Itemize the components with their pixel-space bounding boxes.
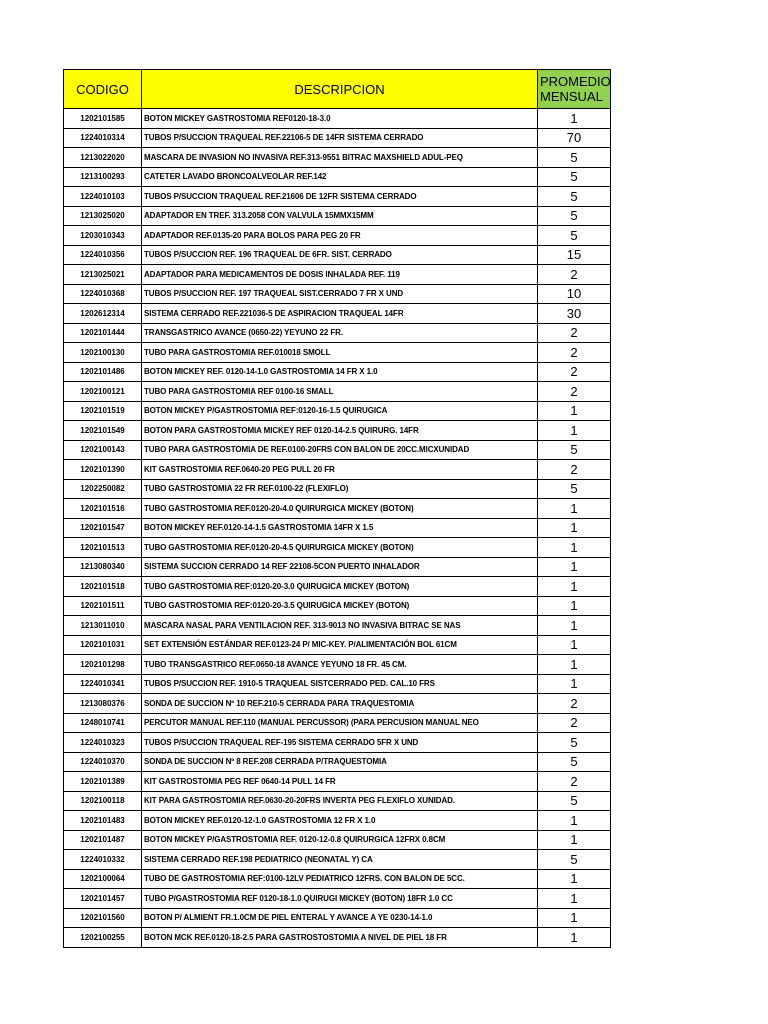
cell-promedio[interactable]: 1 [538,616,611,636]
cell-codigo[interactable]: 1202101486 [64,362,142,382]
cell-codigo[interactable]: 1202100143 [64,440,142,460]
cell-descripcion[interactable]: KIT GASTROSTOMIA PEG REF 0640-14 PULL 14 FR [142,772,538,792]
cell-descripcion[interactable]: TUBO PARA GASTROSTOMIA REF.010018 SMOLL [142,343,538,363]
table-row [64,557,611,577]
cell-codigo[interactable]: 1202101298 [64,655,142,675]
cell-promedio[interactable]: 70 [538,128,611,148]
cell-codigo[interactable]: 1202101518 [64,577,142,597]
cell-promedio[interactable]: 5 [538,440,611,460]
cell-codigo[interactable]: 1213080340 [64,557,142,577]
table-row [64,908,611,928]
table-row [64,655,611,675]
table-row [64,304,611,324]
cell-descripcion[interactable]: BOTON MCK REF.0120-18-2.5 PARA GASTROSTOSTOMIA A NIVEL DE PIEL 18 FR [142,928,538,948]
cell-descripcion[interactable]: TUBO GASTROSTOMIA 22 FR REF.0100-22 (FLEXIFLO) [142,479,538,499]
cell-descripcion[interactable]: MASCARA DE INVASION NO INVASIVA REF.313-9551 BITRAC MAXSHIELD ADUL-PEQ [142,148,538,168]
cell-promedio[interactable]: 2 [538,265,611,285]
table-row [64,109,611,129]
header-descripcion[interactable]: DESCRIPCION [142,70,538,109]
cell-promedio[interactable]: 2 [538,323,611,343]
table-row [64,791,611,811]
product-table [63,69,611,948]
cell-codigo[interactable]: 1224010356 [64,245,142,265]
table-row [64,323,611,343]
cell-promedio[interactable]: 1 [538,908,611,928]
table-row [64,226,611,246]
cell-codigo[interactable]: 1213025020 [64,206,142,226]
cell-codigo[interactable]: 1224010103 [64,187,142,207]
cell-promedio[interactable]: 2 [538,694,611,714]
cell-descripcion[interactable]: TRANSGASTRICO AVANCE (0650-22) YEYUNO 22 FR. [142,323,538,343]
cell-descripcion[interactable]: BOTON MICKEY P/GASTROSTOMIA REF:0120-16-1.5 QUIRUGICA [142,401,538,421]
cell-descripcion[interactable]: TUBOS P/SUCCION REF. 1910-5 TRAQUEAL SISTCERRADO PED. CAL.10 FRS [142,674,538,694]
cell-descripcion[interactable]: BOTON MICKEY REF. 0120-14-1.0 GASTROSTOMIA 14 FR X 1.0 [142,362,538,382]
cell-descripcion[interactable]: BOTON P/ ALMIENT FR.1.0CM DE PIEL ENTERAL Y AVANCE A YE 0230-14-1.0 [142,908,538,928]
table-row [64,616,611,636]
cell-descripcion[interactable]: TUBOS P/SUCCION TRAQUEAL REF.21606 DE 12FR SISTEMA CERRADO [142,187,538,207]
table-row [64,128,611,148]
table-row [64,440,611,460]
cell-codigo[interactable]: 1202250082 [64,479,142,499]
cell-promedio[interactable]: 10 [538,284,611,304]
table-row [64,382,611,402]
cell-promedio[interactable]: 15 [538,245,611,265]
table-row [64,479,611,499]
cell-promedio[interactable]: 5 [538,479,611,499]
cell-descripcion[interactable]: CATETER LAVADO BRONCOALVEOLAR REF.142 [142,167,538,187]
cell-codigo[interactable]: 1203010343 [64,226,142,246]
cell-descripcion[interactable]: BOTON MICKEY REF.0120-12-1.0 GASTROSTOMIA 12 FR X 1.0 [142,811,538,831]
cell-descripcion[interactable]: TUBO TRANSGASTRICO REF.0650-18 AVANCE YEYUNO 18 FR. 45 CM. [142,655,538,675]
cell-codigo[interactable]: 1202101390 [64,460,142,480]
table-row [64,284,611,304]
table-row [64,401,611,421]
table-row [64,869,611,889]
cell-codigo[interactable]: 1202101457 [64,889,142,909]
cell-codigo[interactable]: 1202100064 [64,869,142,889]
cell-descripcion[interactable]: SISTEMA CERRADO REF.221036-5 DE ASPIRACION TRAQUEAL 14FR [142,304,538,324]
cell-descripcion[interactable]: KIT PARA GASTROSTOMIA REF.0630-20-20FRS INVERTA PEG FLEXIFLO XUNIDAD. [142,791,538,811]
table-row [64,733,611,753]
cell-codigo[interactable]: 1224010314 [64,128,142,148]
cell-descripcion[interactable]: BOTON MICKEY GASTROSTOMIA REF0120-18-3.0 [142,109,538,129]
cell-descripcion[interactable]: TUBOS P/SUCCION REF. 197 TRAQUEAL SIST.CERRADO 7 FR X UND [142,284,538,304]
cell-promedio[interactable]: 1 [538,674,611,694]
cell-codigo[interactable]: 1213022020 [64,148,142,168]
table-row [64,772,611,792]
cell-descripcion[interactable]: ADAPTADOR EN TREF. 313.2058 CON VALVULA 15MMX15MM [142,206,538,226]
cell-descripcion[interactable]: TUBO GASTROSTOMIA REF.0120-20-4.0 QUIRURGICA MICKEY (BOTON) [142,499,538,519]
table-row [64,752,611,772]
cell-promedio[interactable]: 1 [538,655,611,675]
cell-promedio[interactable]: 5 [538,167,611,187]
cell-descripcion[interactable]: TUBO PARA GASTROSTOMIA REF 0100-16 SMALL [142,382,538,402]
cell-promedio[interactable]: 2 [538,343,611,363]
cell-codigo[interactable]: 1224010332 [64,850,142,870]
header-promedio-line2: MENSUAL [540,89,603,104]
header-promedio-mensual[interactable] [538,70,611,109]
table-row [64,362,611,382]
cell-promedio[interactable]: 1 [538,538,611,558]
cell-descripcion[interactable]: TUBO GASTROSTOMIA REF:0120-20-3.0 QUIRUGICA MICKEY (BOTON) [142,577,538,597]
header-codigo[interactable]: CODIGO [64,70,142,109]
table-row [64,518,611,538]
cell-codigo[interactable]: 1202100130 [64,343,142,363]
cell-descripcion[interactable]: TUBOS P/SUCCION TRAQUEAL REF-195 SISTEMA CERRADO 5FR X UND [142,733,538,753]
table-row [64,460,611,480]
cell-promedio[interactable]: 1 [538,499,611,519]
table-row [64,577,611,597]
table-row [64,245,611,265]
table-row [64,830,611,850]
cell-promedio[interactable]: 1 [538,830,611,850]
table-row [64,148,611,168]
cell-codigo[interactable]: 1248010741 [64,713,142,733]
cell-promedio[interactable]: 1 [538,928,611,948]
cell-codigo[interactable]: 1202101487 [64,830,142,850]
cell-promedio[interactable]: 1 [538,421,611,441]
table-row [64,635,611,655]
table-row [64,694,611,714]
cell-descripcion[interactable]: BOTON MICKEY P/GASTROSTOMIA REF. 0120-12-0.8 QUIRURGICA 12FRX 0.8CM [142,830,538,850]
cell-descripcion[interactable]: SONDA DE SUCCION Nº 8 REF.208 CERRADA P/TRAQUESTOMIA [142,752,538,772]
cell-descripcion[interactable]: SET EXTENSIÓN ESTÁNDAR REF.0123-24 P/ MIC-KEY. P/ALIMENTACIÓN BOL 61CM [142,635,538,655]
cell-codigo[interactable]: 1224010323 [64,733,142,753]
table-row [64,713,611,733]
cell-promedio[interactable]: 1 [538,518,611,538]
cell-promedio[interactable]: 5 [538,791,611,811]
cell-promedio[interactable]: 5 [538,850,611,870]
cell-codigo[interactable]: 1224010370 [64,752,142,772]
cell-codigo[interactable]: 1202100118 [64,791,142,811]
cell-promedio[interactable]: 1 [538,401,611,421]
table-row [64,538,611,558]
cell-promedio[interactable]: 2 [538,772,611,792]
cell-promedio[interactable]: 5 [538,206,611,226]
cell-promedio[interactable]: 1 [538,869,611,889]
cell-promedio[interactable]: 5 [538,752,611,772]
cell-codigo[interactable]: 1202101549 [64,421,142,441]
cell-promedio[interactable]: 1 [538,596,611,616]
header-row [64,70,611,109]
cell-codigo[interactable]: 1202101389 [64,772,142,792]
cell-promedio[interactable]: 2 [538,362,611,382]
cell-promedio[interactable]: 1 [538,577,611,597]
cell-descripcion[interactable]: TUBO GASTROSTOMIA REF:0120-20-3.5 QUIRUGICA MICKEY (BOTON) [142,596,538,616]
cell-promedio[interactable]: 2 [538,713,611,733]
table-row [64,187,611,207]
cell-codigo[interactable]: 1213100293 [64,167,142,187]
cell-descripcion[interactable]: TUBO PARA GASTROSTOMIA DE REF.0100-20FRS CON BALON DE 20CC.MICXUNIDAD [142,440,538,460]
cell-promedio[interactable]: 5 [538,187,611,207]
cell-codigo[interactable]: 1202101519 [64,401,142,421]
cell-descripcion[interactable]: SISTEMA CERRADO REF.198 PEDIATRICO (NEONATAL Y) CA [142,850,538,870]
cell-codigo[interactable]: 1202101560 [64,908,142,928]
cell-descripcion[interactable]: TUBO DE GASTROSTOMIA REF:0100-12LV PEDIATRICO 12FRS. CON BALON DE 5CC. [142,869,538,889]
table-body [64,109,611,948]
cell-descripcion[interactable]: BOTON MICKEY REF.0120-14-1.5 GASTROSTOMIA 14FR X 1.5 [142,518,538,538]
cell-descripcion[interactable]: TUBOS P/SUCCION REF. 196 TRAQUEAL DE 6FR. SIST. CERRADO [142,245,538,265]
cell-codigo[interactable]: 1213080376 [64,694,142,714]
table-row [64,596,611,616]
cell-codigo[interactable]: 1202101513 [64,538,142,558]
cell-codigo[interactable]: 1202101483 [64,811,142,831]
cell-codigo[interactable]: 1224010341 [64,674,142,694]
cell-codigo[interactable]: 1202101547 [64,518,142,538]
cell-promedio[interactable]: 5 [538,733,611,753]
table-row [64,889,611,909]
cell-promedio[interactable]: 5 [538,226,611,246]
cell-promedio[interactable]: 5 [538,148,611,168]
cell-codigo[interactable]: 1202101585 [64,109,142,129]
table-row [64,674,611,694]
cell-promedio[interactable]: 2 [538,382,611,402]
cell-codigo[interactable]: 1202612314 [64,304,142,324]
cell-promedio[interactable]: 2 [538,460,611,480]
cell-promedio[interactable]: 1 [538,889,611,909]
cell-descripcion[interactable]: TUBOS P/SUCCION TRAQUEAL REF.22106-5 DE 14FR SISTEMA CERRADO [142,128,538,148]
cell-descripcion[interactable]: TUBO GASTROSTOMIA REF.0120-20-4.5 QUIRURGICA MICKEY (BOTON) [142,538,538,558]
cell-promedio[interactable]: 1 [538,557,611,577]
cell-descripcion[interactable]: SONDA DE SUCCION Nº 10 REF.210-5 CERRADA PARA TRAQUESTOMIA [142,694,538,714]
cell-codigo[interactable]: 1202101511 [64,596,142,616]
table-row [64,499,611,519]
cell-codigo[interactable]: 1202100121 [64,382,142,402]
table-row [64,421,611,441]
table-row [64,206,611,226]
cell-codigo[interactable]: 1202101516 [64,499,142,519]
cell-codigo[interactable]: 1213011010 [64,616,142,636]
cell-codigo[interactable]: 1202100255 [64,928,142,948]
cell-descripcion[interactable]: MASCARA NASAL PARA VENTILACION REF. 313-9013 NO INVASIVA BITRAC SE NAS [142,616,538,636]
table-row [64,343,611,363]
cell-promedio[interactable]: 30 [538,304,611,324]
cell-descripcion[interactable]: ADAPTADOR PARA MEDICAMENTOS DE DOSIS INHALADA REF. 119 [142,265,538,285]
cell-promedio[interactable]: 1 [538,109,611,129]
cell-descripcion[interactable]: PERCUTOR MANUAL REF.110 (MANUAL PERCUSSOR) (PARA PERCUSION MANUAL NEO [142,713,538,733]
table-row [64,265,611,285]
cell-descripcion[interactable]: KIT GASTROSTOMIA REF.0640-20 PEG PULL 20 FR [142,460,538,480]
cell-descripcion[interactable]: ADAPTADOR REF.0135-20 PARA BOLOS PARA PEG 20 FR [142,226,538,246]
cell-promedio[interactable]: 1 [538,811,611,831]
cell-promedio[interactable]: 1 [538,635,611,655]
cell-codigo[interactable]: 1202101031 [64,635,142,655]
cell-descripcion[interactable]: TUBO P/GASTROSTOMIA REF 0120-18-1.0 QUIRUGI MICKEY (BOTON) 18FR 1.0 CC [142,889,538,909]
cell-codigo[interactable]: 1202101444 [64,323,142,343]
table-row [64,167,611,187]
cell-descripcion[interactable]: SISTEMA SUCCION CERRADO 14 REF 22108-5CON PUERTO INHALADOR [142,557,538,577]
table-row [64,928,611,948]
header-promedio-line1: PROMEDIO [540,74,611,89]
table-row [64,850,611,870]
cell-codigo[interactable]: 1224010368 [64,284,142,304]
spreadsheet [63,69,611,948]
cell-codigo[interactable]: 1213025021 [64,265,142,285]
cell-descripcion[interactable]: BOTON PARA GASTROSTOMIA MICKEY REF 0120-14-2.5 QUIRURG. 14FR [142,421,538,441]
table-row [64,811,611,831]
